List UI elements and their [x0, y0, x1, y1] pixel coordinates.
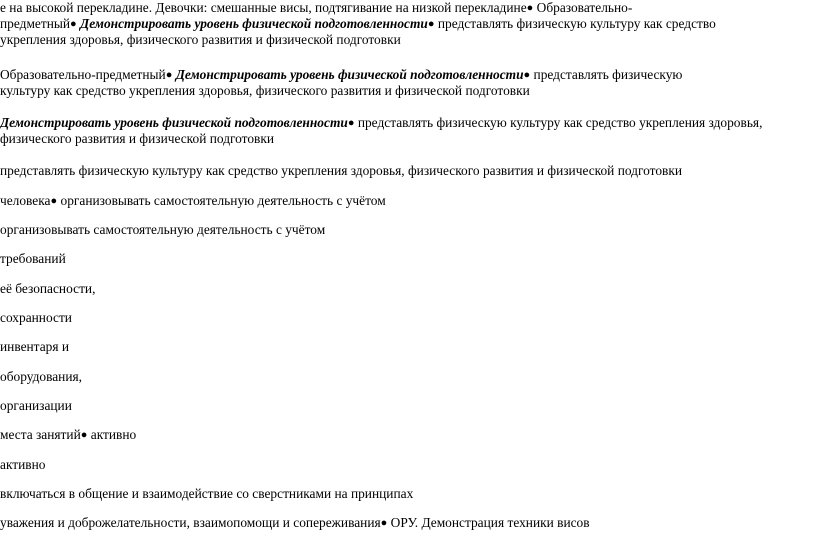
paragraph-6	[0, 222, 325, 238]
text-line	[0, 193, 386, 209]
bullet-icon: ●	[526, 2, 534, 14]
text-run: места занятий	[0, 427, 81, 442]
paragraph-5	[0, 193, 386, 209]
paragraph-10	[0, 339, 69, 355]
bold-heading-run: Демонстрировать уровень физической подготовленности	[172, 67, 524, 82]
text-line	[0, 115, 762, 131]
bold-heading-run: Демонстрировать уровень физической подготовленности	[0, 115, 348, 130]
text-run: предметный	[0, 16, 71, 31]
paragraph-13	[0, 427, 136, 443]
text-line: требований	[0, 251, 66, 266]
bold-heading-run: Демонстрировать уровень физической подготовленности	[76, 16, 428, 31]
text-run: организовывать самостоятельную деятельность с учётом	[57, 193, 386, 208]
paragraph-4	[0, 163, 682, 179]
bullet-icon: ●	[80, 429, 88, 441]
text-line: представлять физическую культуру как средство укрепления здоровья, физического развития и физической подготовки	[0, 163, 683, 178]
bullet-icon: ●	[523, 69, 531, 81]
text-line	[0, 427, 136, 443]
text-line: оборудования,	[0, 369, 83, 384]
text-line: сохранности	[0, 310, 72, 325]
text-run: уважения и доброжелательности, взаимопомощи и сопереживания	[0, 515, 381, 530]
paragraph-8	[0, 281, 95, 297]
text-line: активно	[0, 457, 46, 472]
text-line: культуру как средство укрепления здоровья, физического развития и физической подготовки	[0, 83, 530, 98]
text-line	[0, 67, 682, 83]
paragraph-16	[0, 515, 590, 531]
text-run: человека	[0, 193, 51, 208]
text-run: представлять физическую культуру как средство	[434, 16, 716, 31]
bullet-icon: ●	[380, 517, 388, 529]
text-run: активно	[87, 427, 137, 442]
paragraph-12	[0, 398, 72, 414]
text-line: её безопасности,	[0, 281, 96, 296]
text-line	[0, 515, 590, 531]
paragraph-3	[0, 115, 762, 147]
bullet-icon: ●	[50, 195, 58, 207]
text-run: представлять физическую	[530, 67, 683, 82]
paragraph-1	[0, 0, 716, 48]
text-line	[0, 0, 716, 16]
text-line: укрепления здоровья, физического развития и физической подготовки	[0, 32, 401, 47]
text-line: организации	[0, 398, 72, 413]
text-run: ОРУ. Демонстрация техники висов	[387, 515, 590, 530]
text-run: Образовательно-предметный	[0, 67, 166, 82]
bullet-icon: ●	[165, 69, 173, 81]
paragraph-9	[0, 310, 72, 326]
paragraph-7	[0, 251, 66, 267]
paragraph-2	[0, 67, 682, 99]
paragraph-15	[0, 486, 413, 502]
bullet-icon: ●	[347, 117, 355, 129]
paragraph-14	[0, 457, 45, 473]
text-line: инвентаря и	[0, 339, 70, 354]
bullet-icon: ●	[427, 18, 435, 30]
text-line: включаться в общение и взаимодействие со сверстниками на принципах	[0, 486, 414, 501]
text-run: е на высокой перекладине. Девочки: смешанные висы, подтягивание на низкой перекладине	[0, 0, 527, 15]
bullet-icon: ●	[70, 18, 77, 30]
text-run: представлять физическую культуру как средство укрепления здоровья,	[354, 115, 763, 130]
text-line: физического развития и физической подготовки	[0, 131, 275, 146]
paragraph-11	[0, 369, 82, 385]
text-line	[0, 16, 716, 32]
text-run: Образовательно-	[533, 0, 633, 15]
text-line: организовывать самостоятельную деятельность с учётом	[0, 222, 326, 237]
